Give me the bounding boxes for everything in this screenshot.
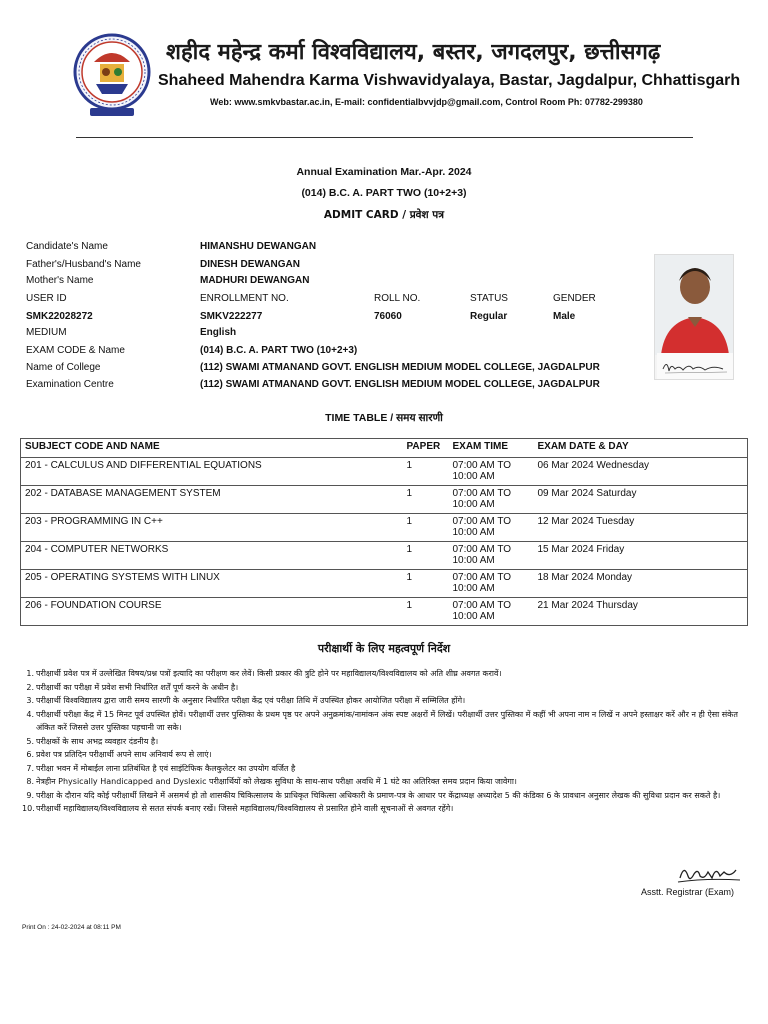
- time-cell: [449, 542, 534, 570]
- list-item: 5. परीक्षकों के साथ अभद्र व्यवहार दंडनीय है।: [26, 736, 159, 746]
- instruction-text: परीक्षकों के साथ अभद्र व्यवहार दंडनीय है।: [36, 736, 159, 746]
- time-cell: [449, 514, 534, 542]
- instruction-text: परीक्षार्थी महाविद्यालय/विश्वविद्यालय से सतत संपर्क बनाए रखें। जिससे महाविद्यालय/विश्वविद्यालय से प्रसारित होने वाली सूचनाओं से अवगत रहेंगे।: [36, 804, 454, 813]
- time-start: 07:00 AM TO: [452, 572, 512, 583]
- header-subject: SUBJECT CODE AND NAME: [21, 439, 403, 458]
- list-item: 8. नेत्रहीन Physically Handicapped and Dyslexic परीक्षार्थियों को लेखक सुविधा के साथ-साथ परीक्षा अवधि में 1 घंटे का अतिरिक्त समय प्रदान किया जावेगा।: [26, 777, 517, 786]
- instruction-text: नेत्रहीन Physically Handicapped and Dyslexic परीक्षार्थियों को लेखक सुविधा के साथ-साथ परीक्षा अवधि में 1 घंटे का अतिरिक्त समय प्रदान किया जावेगा।: [36, 777, 517, 786]
- table-row: [21, 598, 748, 626]
- exam-code-value: (014) B.C. A. PART TWO (10+2+3): [200, 345, 358, 356]
- list-item: 1. परीक्षार्थी प्रवेश पत्र में उल्लेखित विषय/प्रश्न पत्रों इत्यादि का परीक्षण कर लेवें। किसी प्रकार की त्रुटि होने पर महाविद्यालय/विश्वविद्यालय को अति शीघ्र अवगत करावें।: [26, 669, 502, 678]
- subject-cell: 203 - PROGRAMMING IN C++: [21, 514, 403, 542]
- candidate-signature: [657, 353, 733, 379]
- mother-name-label: Mother's Name: [26, 275, 94, 286]
- exam-code-label: EXAM CODE & Name: [26, 345, 125, 356]
- date-cell: 06 Mar 2024 Wednesday: [534, 458, 748, 486]
- subject-cell: 201 - CALCULUS AND DIFFERENTIAL EQUATIONS: [21, 458, 403, 486]
- instruction-text: परीक्षा के दौरान यदि कोई परीक्षार्थी लिखने में असमर्थ हो तो शासकीय चिकित्सालय के प्राधिकृत चिकित्सा अधिकारी के प्रमाण-पत्र के आधार पर केंद्राध्यक्ष अध्यादेश 5 की कंडिका 6 के प्रावधान अनुसार लेखक की सुविधा प्रदान कर सकते है।: [36, 790, 721, 800]
- mother-name: MADHURI DEWANGAN: [200, 275, 310, 286]
- status-label: STATUS: [470, 293, 508, 304]
- time-end: 10:00 AM: [452, 583, 495, 594]
- table-row: [21, 570, 748, 598]
- subject-cell: 205 - OPERATING SYSTEMS WITH LINUX: [21, 570, 403, 598]
- exam-course: (014) B.C. A. PART TWO (10+2+3): [301, 187, 467, 199]
- subject-cell: 204 - COMPUTER NETWORKS: [21, 542, 403, 570]
- father-name: DINESH DEWANGAN: [200, 259, 301, 270]
- timetable-header-row: [21, 439, 748, 458]
- time-start: 07:00 AM TO: [452, 544, 512, 555]
- roll-value: 76060: [374, 311, 402, 322]
- instruction-text: परीक्षार्थी प्रवेश पत्र में उल्लेखित विषय/प्रश्न पत्रों इत्यादि का परीक्षण कर लेवें। किसी प्रकार की त्रुटि होने पर महाविद्यालय/विश्वविद्यालय को अति शीघ्र अवगत करावें।: [36, 669, 502, 678]
- time-end: 10:00 AM: [452, 527, 495, 538]
- time-end: 10:00 AM: [452, 611, 495, 622]
- instruction-text: परीक्षार्थी परीक्षा केंद्र में 15 मिनट पूर्व उपस्थित होवें। परीक्षार्थी उत्तर पुस्तिका के प्रथम पृष्ठ पर अपने अनुक्रमांक/नामांकन अंक स्पष्ट अक्षरों में लिखें। परीक्षार्थी उत्तर पुस्तिका में कहीं भी अपना नाम न लिखें न अपने हस्ताक्षर करें और न ही ऐसा संकेत अंकित करें जिससे उत्तर पुस्तिका पहचानी जा सके।: [36, 709, 738, 732]
- candidate-name-label: Candidate's Name: [26, 241, 108, 252]
- gender-label: GENDER: [553, 293, 596, 304]
- header-paper: PAPER: [403, 439, 449, 458]
- medium-label: MEDIUM: [26, 327, 67, 338]
- paper-cell: 1: [403, 458, 449, 486]
- paper-cell: 1: [403, 486, 449, 514]
- time-start: 07:00 AM TO: [452, 600, 512, 611]
- candidate-photo: [654, 254, 734, 380]
- time-cell: [449, 598, 534, 626]
- paper-cell: 1: [403, 514, 449, 542]
- university-title-hindi: शहीद महेन्द्र कर्मा विश्वविद्यालय, बस्तर, जगदलपुर, छत्तीसगढ़: [166, 40, 661, 65]
- date-cell: 21 Mar 2024 Thursday: [534, 598, 748, 626]
- instructions-title: परीक्षार्थी के लिए महत्वपूर्ण निर्देश: [317, 642, 451, 655]
- centre-value: (112) SWAMI ATMANAND GOVT. ENGLISH MEDIUM MODEL COLLEGE, JAGDALPUR: [200, 379, 600, 390]
- paper-cell: 1: [403, 570, 449, 598]
- table-row: [21, 514, 748, 542]
- admit-card-title: ADMIT CARD / प्रवेश पत्र: [323, 209, 445, 221]
- university-title-english: Shaheed Mahendra Karma Vishwavidyalaya, Bastar, Jagdalpur, Chhattisgarh: [158, 72, 741, 89]
- time-start: 07:00 AM TO: [452, 460, 512, 471]
- time-start: 07:00 AM TO: [452, 488, 512, 499]
- enrollment-label: ENROLLMENT NO.: [200, 293, 289, 304]
- college-label: Name of College: [26, 362, 101, 373]
- status-value: Regular: [470, 311, 508, 322]
- date-cell: 18 Mar 2024 Monday: [534, 570, 748, 598]
- instruction-text: परीक्षा भवन में मोबाईल लाना प्रतिबंधित है एवं साइंटिफिक कैलकुलेटर का उपयोग वर्जित है: [36, 763, 296, 773]
- subject-cell: 202 - DATABASE MANAGEMENT SYSTEM: [21, 486, 403, 514]
- list-item: 9. परीक्षा के दौरान यदि कोई परीक्षार्थी लिखने में असमर्थ हो तो शासकीय चिकित्सालय के प्राधिकृत चिकित्सा अधिकारी के प्रमाण-पत्र के आधार पर केंद्राध्यक्ष अध्यादेश 5 की कंडिका 6 के प्रावधान अनुसार लेखक की सुविधा प्रदान कर सकते है।: [26, 790, 721, 800]
- userid-value: SMK22028272: [26, 311, 93, 322]
- list-item: 10. परीक्षार्थी महाविद्यालय/विश्वविद्यालय से सतत संपर्क बनाए रखें। जिससे महाविद्यालय/विश्वविद्यालय से प्रसारित होने वाली सूचनाओं से अवगत रहेंगे।: [22, 804, 454, 813]
- enrollment-value: SMKV222277: [200, 311, 263, 322]
- list-item: 2. परीक्षार्थी का परीक्षा में प्रवेश सभी निर्धारित शर्तें पूर्ण करने के अधीन है।: [26, 682, 239, 692]
- father-name-label: Father's/Husband's Name: [26, 259, 141, 270]
- date-cell: 15 Mar 2024 Friday: [534, 542, 748, 570]
- header-time: EXAM TIME: [449, 439, 534, 458]
- instructions-list: [22, 667, 750, 816]
- timetable: [20, 438, 748, 626]
- header-divider: [76, 137, 693, 138]
- table-row: [21, 458, 748, 486]
- table-row: [21, 542, 748, 570]
- contact-info: Web: www.smkvbastar.ac.in, E-mail: confidentialbvvjdp@gmail.com, Control Room Ph: 07782-299380: [210, 97, 643, 107]
- time-cell: [449, 570, 534, 598]
- time-cell: [449, 486, 534, 514]
- centre-label: Examination Centre: [26, 379, 114, 390]
- instruction-text: परीक्षार्थी का परीक्षा में प्रवेश सभी निर्धारित शर्तें पूर्ण करने के अधीन है।: [36, 682, 239, 692]
- date-cell: 09 Mar 2024 Saturday: [534, 486, 748, 514]
- time-cell: [449, 458, 534, 486]
- registrar-title: Asstt. Registrar (Exam): [641, 887, 735, 897]
- list-item: 3. परीक्षार्थी विश्वविद्यालय द्वारा जारी समय सारणी के अनुसार निर्धारित परीक्षा केंद्र एवं परीक्षा तिथि में उपस्थित होकर आयोजित परीक्षा में सम्मिलित होंगे।: [26, 696, 466, 705]
- list-item: 7. परीक्षा भवन में मोबाईल लाना प्रतिबंधित है एवं साइंटिफिक कैलकुलेटर का उपयोग वर्जित है: [26, 763, 296, 773]
- gender-value: Male: [553, 311, 576, 322]
- roll-label: ROLL NO.: [374, 293, 421, 304]
- paper-cell: 1: [403, 598, 449, 626]
- header-date: EXAM DATE & DAY: [534, 439, 748, 458]
- list-item: 4. परीक्षार्थी परीक्षा केंद्र में 15 मिनट पूर्व उपस्थित होवें। परीक्षार्थी उत्तर पुस्तिका के प्रथम पृष्ठ पर अपने अनुक्रमांक/नामांकन अंक स्पष्ट अक्षरों में लिखें। परीक्षार्थी उत्तर पुस्तिका में कहीं भी अपना नाम न लिखें न अपने हस्ताक्षर करें और न ही ऐसा संकेत अंकित करें जिससे उत्तर पुस्तिका पहचानी जा सके।: [26, 709, 738, 732]
- header: [0, 0, 768, 140]
- instruction-text: प्रवेश पत्र प्रतिदिन परीक्षार्थी अपने साथ अनिवार्य रूप से लाएं।: [36, 750, 212, 759]
- exam-session: Annual Examination Mar.-Apr. 2024: [296, 166, 472, 178]
- registrar-signature: [670, 858, 744, 888]
- paper-cell: 1: [403, 542, 449, 570]
- time-end: 10:00 AM: [452, 471, 495, 482]
- university-logo: [72, 32, 152, 120]
- userid-label: USER ID: [26, 293, 67, 304]
- time-end: 10:00 AM: [452, 499, 495, 510]
- date-cell: 12 Mar 2024 Tuesday: [534, 514, 748, 542]
- medium-value: English: [200, 327, 237, 338]
- time-end: 10:00 AM: [452, 555, 495, 566]
- timetable-title: TIME TABLE / समय सारणी: [325, 412, 443, 424]
- instruction-text: परीक्षार्थी विश्वविद्यालय द्वारा जारी समय सारणी के अनुसार निर्धारित परीक्षा केंद्र एवं परीक्षा तिथि में उपस्थित होकर आयोजित परीक्षा में सम्मिलित होंगे।: [36, 696, 466, 705]
- list-item: 6. प्रवेश पत्र प्रतिदिन परीक्षार्थी अपने साथ अनिवार्य रूप से लाएं।: [26, 750, 212, 759]
- college-value: (112) SWAMI ATMANAND GOVT. ENGLISH MEDIUM MODEL COLLEGE, JAGDALPUR: [200, 362, 600, 373]
- print-timestamp: Print On : 24-02-2024 at 08:11 PM: [22, 924, 121, 931]
- time-start: 07:00 AM TO: [452, 516, 512, 527]
- table-row: [21, 486, 748, 514]
- candidate-name: HIMANSHU DEWANGAN: [200, 241, 317, 252]
- subject-cell: 206 - FOUNDATION COURSE: [21, 598, 403, 626]
